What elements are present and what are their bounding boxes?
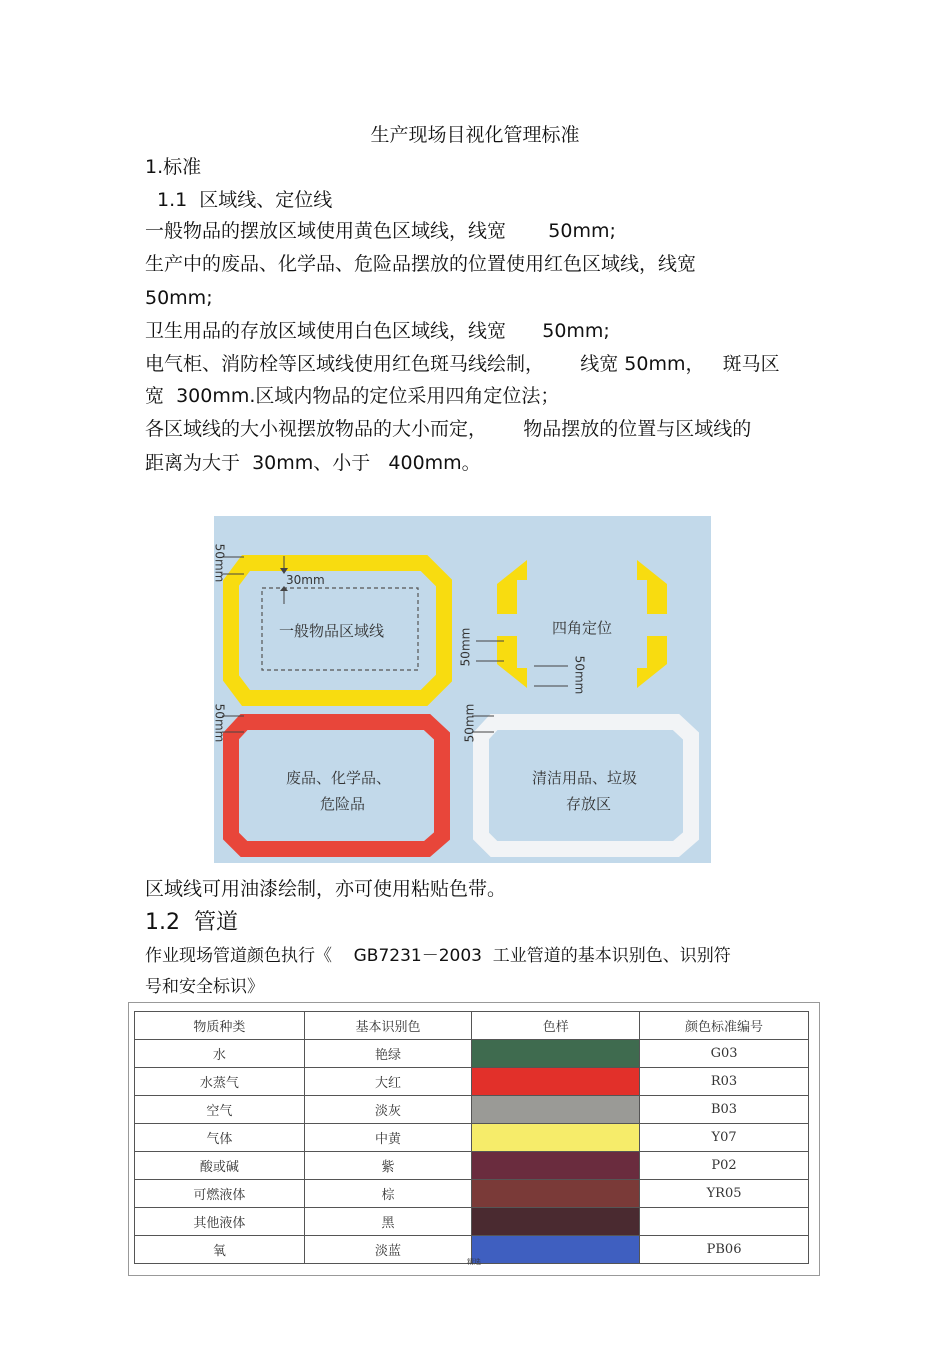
general-zone-label: 一般物品区域线 xyxy=(279,622,385,640)
corner-marker xyxy=(637,636,667,688)
table-row xyxy=(135,1124,809,1152)
para-line: 生产中的废品、化学品、危险品摆放的位置使用红色区域线，线宽 xyxy=(145,253,697,275)
color-code-cell: Y07 xyxy=(640,1124,809,1152)
dim-50mm: 50mm xyxy=(212,543,227,583)
substance-cell: 气体 xyxy=(135,1124,305,1152)
waste-zone-label-line1: 废品、化学品、 xyxy=(286,769,392,787)
waste-zone-label-line2: 危险品 xyxy=(320,795,366,813)
dim-30mm: 30mm xyxy=(286,573,325,587)
color-code-cell: B03 xyxy=(640,1096,809,1124)
zone-line-figure xyxy=(214,516,711,863)
substance-cell: 氧 xyxy=(135,1236,305,1264)
color-swatch-cell xyxy=(472,1208,640,1236)
color-name-cell: 黑 xyxy=(304,1208,472,1236)
pipe-paragraph-line: 号和安全标识》 xyxy=(145,977,264,997)
corner-marker xyxy=(497,636,527,688)
subsection-heading-pipe: 1.2 管道 xyxy=(145,910,238,935)
pipe-paragraph-line: 作业现场管道颜色执行《 GB7231－2003 工业管道的基本识别色、识别符 xyxy=(145,946,731,966)
section-heading: 1.标准 xyxy=(145,156,202,178)
color-name-cell: 淡灰 xyxy=(304,1096,472,1124)
para-line: 各区域线的大小视摆放物品的大小而定， 物品摆放的位置与区域线的 xyxy=(145,418,752,440)
color-code-cell: G03 xyxy=(640,1040,809,1068)
table-row xyxy=(135,1096,809,1124)
color-swatch-cell xyxy=(472,1124,640,1152)
substance-cell: 酸或碱 xyxy=(135,1152,305,1180)
clean-zone-label-line1: 清洁用品、垃圾 xyxy=(532,769,638,787)
color-swatch-cell xyxy=(472,1040,640,1068)
color-code-cell: PB06 xyxy=(640,1236,809,1264)
para-line: 50mm; xyxy=(145,287,213,309)
para-line: 一般物品的摆放区域使用黄色区域线，线宽 50mm; xyxy=(145,220,616,242)
para-line: 宽 300mm.区域内物品的定位采用四角定位法； xyxy=(145,385,560,407)
color-swatch-cell xyxy=(472,1096,640,1124)
color-code-cell: P02 xyxy=(640,1152,809,1180)
page-title: 生产现场目视化管理标准 xyxy=(370,124,580,146)
color-swatch-cell xyxy=(472,1180,640,1208)
dim-50mm: 50mm xyxy=(212,703,227,743)
color-name-cell: 大红 xyxy=(304,1068,472,1096)
substance-cell: 空气 xyxy=(135,1096,305,1124)
pipe-color-table xyxy=(128,1002,820,1276)
table-row xyxy=(135,1040,809,1068)
color-code-cell xyxy=(640,1208,809,1236)
color-code-cell: YR05 xyxy=(640,1180,809,1208)
corner-zone-label: 四角定位 xyxy=(552,619,613,637)
clean-zone-label-line2: 存放区 xyxy=(566,795,612,813)
after-figure-text: 区域线可用油漆绘制，亦可使用粘贴色带。 xyxy=(145,878,507,900)
color-code-cell: R03 xyxy=(640,1068,809,1096)
table-header-row xyxy=(135,1012,809,1040)
dim-50mm: 50mm xyxy=(462,703,477,743)
dim-50mm: 50mm xyxy=(572,655,587,695)
color-name-cell: 艳绿 xyxy=(304,1040,472,1068)
table-row xyxy=(135,1152,809,1180)
color-name-cell: 紫 xyxy=(304,1152,472,1180)
corner-marker xyxy=(497,560,527,614)
color-name-cell: 淡蓝 xyxy=(304,1236,472,1264)
table-header: 物质种类 xyxy=(135,1012,305,1040)
substance-cell: 水 xyxy=(135,1040,305,1068)
table-row xyxy=(135,1208,809,1236)
table-row xyxy=(135,1068,809,1096)
color-swatch-cell xyxy=(472,1152,640,1180)
para-line: 距离为大于 30mm、小于 400mm。 xyxy=(145,452,481,474)
zone-line-illustration xyxy=(214,516,711,863)
dim-50mm: 50mm xyxy=(458,627,473,667)
table-header: 色样 xyxy=(472,1012,640,1040)
substance-cell: 可燃液体 xyxy=(135,1180,305,1208)
corner-marker xyxy=(637,560,667,614)
substance-cell: 水蒸气 xyxy=(135,1068,305,1096)
table-header: 基本识别色 xyxy=(304,1012,472,1040)
color-swatch-cell xyxy=(472,1068,640,1096)
substance-cell: 其他液体 xyxy=(135,1208,305,1236)
table-header: 颜色标准编号 xyxy=(640,1012,809,1040)
para-line: 卫生用品的存放区域使用白色区域线，线宽 50mm; xyxy=(145,320,610,342)
color-name-cell: 中黄 xyxy=(304,1124,472,1152)
color-name-cell: 棕 xyxy=(304,1180,472,1208)
footer-mark: 精选 xyxy=(467,1258,481,1266)
subsection-heading: 1.1 区域线、定位线 xyxy=(157,189,333,211)
table-row xyxy=(135,1180,809,1208)
color-swatch-cell xyxy=(472,1236,640,1264)
para-line: 电气柜、消防栓等区域线使用红色斑马线绘制， 线宽 50mm， 斑马区 xyxy=(145,353,780,375)
